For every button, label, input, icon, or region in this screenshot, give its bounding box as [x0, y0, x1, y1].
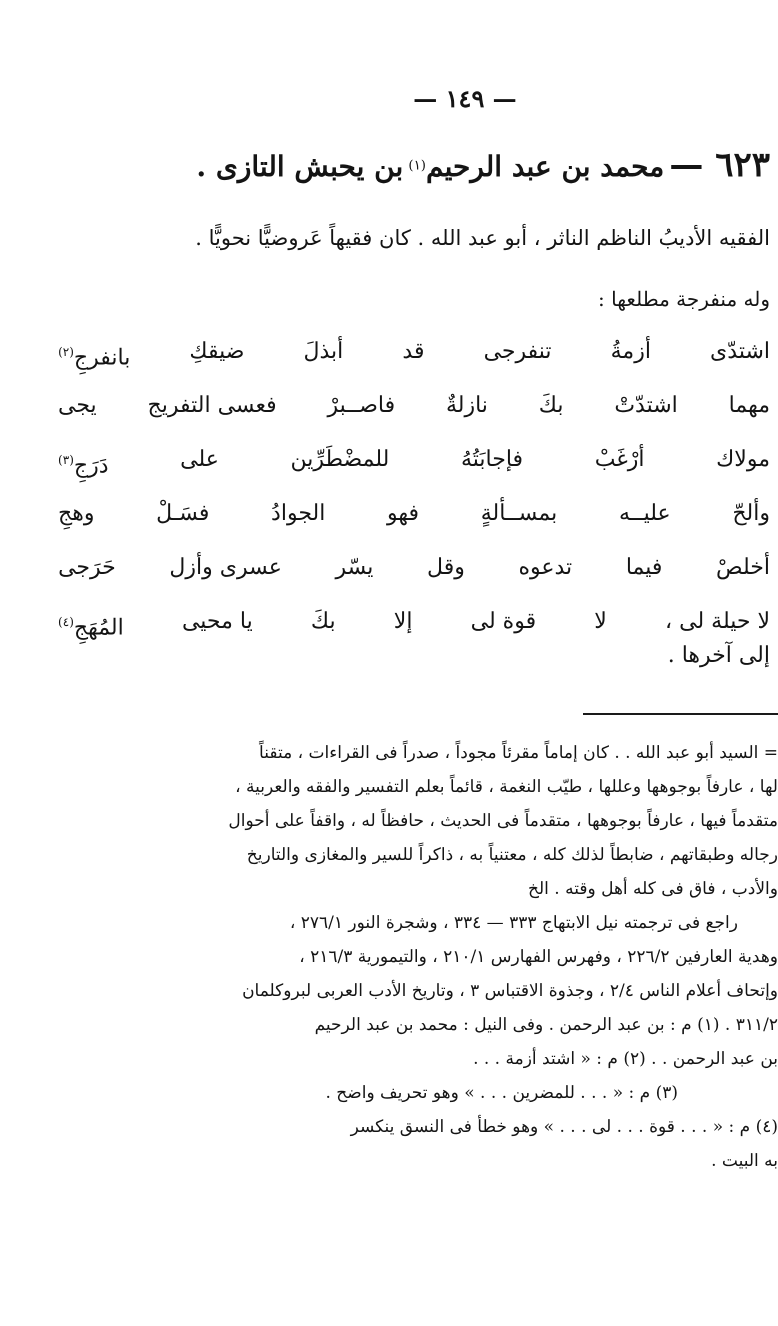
verse-word: اشتدّتْ — [614, 393, 678, 418]
verse-word: حَرَجى — [58, 555, 116, 580]
verse-word: الجوادُ — [271, 501, 326, 526]
verse-word: قوة لى — [470, 609, 537, 634]
footnote-line: رجاله وطبقاتهم ، ضابطاً لذلك كله ، معتنياً به ، ذاكراً للسير والمغازى والتاريخ — [246, 845, 778, 865]
verse-word: أخلصْ — [716, 555, 770, 580]
footnote-line: راجع فى ترجمته نيل الابتهاج ٣٣٣ — ٣٣٤ ، وشجرة النور ٢٧٦/١ ، — [289, 913, 738, 933]
verse-word: بمســألةٍ — [480, 501, 558, 526]
verse-word: تنفرجى — [483, 339, 552, 364]
verse-word: تدعوه — [518, 555, 573, 580]
verse-word: وألحّ — [732, 501, 770, 526]
footnote-ref-3: (٣) — [58, 453, 74, 467]
verse-word: مولاك — [716, 447, 770, 472]
page-number: — ١٤٩ — — [413, 84, 517, 113]
poem-verses — [38, 325, 778, 649]
verse-word: يجى — [58, 393, 97, 418]
verse-word: بكَ — [538, 393, 564, 418]
entry-title-rest: بن يحبش التازى . — [196, 150, 404, 183]
verse-word: لا حيلة لى ، — [665, 609, 770, 634]
verse-word: أبذلَ — [303, 339, 344, 364]
footnote-line: لها ، عارفاً بوجوهها وعللها ، طيّب النغمة ، قائماً بعلم التفسير والفقه والعربية ، — [235, 777, 778, 797]
footnote-line: والأدب ، فاق فى كله أهل وقته . الخ — [528, 879, 778, 899]
verse-word: نازلةٌ — [445, 393, 488, 418]
verse-word: فإجابَتُهُ — [460, 447, 524, 472]
verse-word: لا — [594, 609, 607, 634]
footnote-ref-2: (٢) — [58, 345, 74, 359]
footnote-line: ٣١١/٢ . (١) م : بن عبد الرحمن . وفى النيل : محمد بن عبد الرحيم — [314, 1015, 778, 1035]
footnote-line: متقدماً فيها ، عارفاً بوجوهها ، متقدماً فى الحديث ، حافظاً له ، واقفاً على أحوال — [228, 811, 778, 831]
intro-paragraph: الفقيه الأديبُ الناظم الناثر ، أبو عبد الله . كان فقيهاً عَروضيًّا نحويًّا . — [195, 226, 770, 250]
verse-word: أزمةُ — [610, 339, 651, 364]
footnote-line: وهدية العارفين ٢٢٦/٢ ، وفهرس الفهارس ٢١٠/١ ، والتيمورية ٢١٦/٣ ، — [299, 947, 778, 967]
entry-number: ٦٢٣ — — [669, 145, 770, 185]
footnotes — [18, 736, 778, 1178]
footnote-divider — [583, 713, 778, 715]
footnote-line: وإتحاف أعلام الناس ٢/٤ ، وجذوة الاقتباس ٣ ، وتاريخ الأدب العربى لبروكلمان — [242, 981, 778, 1001]
poem-lead-line: وله منفرجة مطلعها : — [598, 287, 770, 311]
verse-word: قد — [402, 339, 425, 364]
verse-word: على — [180, 447, 219, 472]
verse-word: بانفرجِ — [73, 345, 131, 371]
verse-word: عليــه — [618, 501, 671, 526]
verse-word: يا محيى — [181, 609, 253, 634]
footnote-ref-1: (١) — [408, 158, 426, 174]
verse-word: فهو — [387, 501, 420, 526]
verse-word: اشتدّى — [710, 339, 770, 364]
verse-word: وقل — [427, 555, 465, 580]
footnote-line: = السيد أبو عبد الله . . كان إماماً مقرئاً مجوداً ، صدراً فى القراءات ، متقناً — [259, 743, 778, 763]
entry-title: محمد بن عبد الرحيم — [425, 150, 665, 183]
verse-word: فيما — [625, 555, 663, 580]
verse-line — [38, 325, 778, 379]
footnote-line: بن عبد الرحمن . . (٢) م : « اشتد أزمة . . . — [473, 1049, 778, 1069]
verse-word: فاصــبرْ — [327, 393, 396, 418]
footnote-line: (٣) م : « . . . للمضرين . . . » وهو تحريف واضح . — [325, 1083, 678, 1103]
footnote-line: به البيت . — [711, 1151, 778, 1171]
verse-word: إلا — [393, 609, 413, 634]
verse-line — [38, 433, 778, 487]
verse-line — [38, 541, 778, 595]
verse-word: ضيقكِ — [189, 339, 245, 364]
verse-word: وهجِ — [58, 501, 95, 526]
verse-word: يسّر — [335, 555, 374, 580]
verse-word: فعسى التفريج — [147, 393, 277, 418]
footnote-ref-4: (٤) — [58, 615, 74, 629]
verse-line — [38, 595, 778, 649]
entry-heading — [160, 145, 770, 185]
verse-word: بكَ — [310, 609, 336, 634]
verse-word: فسَـلْ — [156, 501, 210, 526]
verse-line — [38, 379, 778, 433]
verse-word: دَرَجِ — [73, 453, 109, 479]
verse-word: المُهَجِ — [73, 615, 124, 641]
poem-ending: إلى آخرها . — [667, 643, 770, 668]
verse-line — [38, 487, 778, 541]
verse-word: مهما — [728, 393, 770, 418]
verse-word: أرْغَبْ — [594, 447, 645, 472]
verse-word: للمضْطَرِّين — [290, 447, 390, 472]
footnote-line: (٤) م : « . . . قوة . . . لى . . . » وهو خطأ فى النسق ينكسر — [350, 1117, 778, 1137]
verse-word: عسرى وأزل — [169, 555, 282, 580]
